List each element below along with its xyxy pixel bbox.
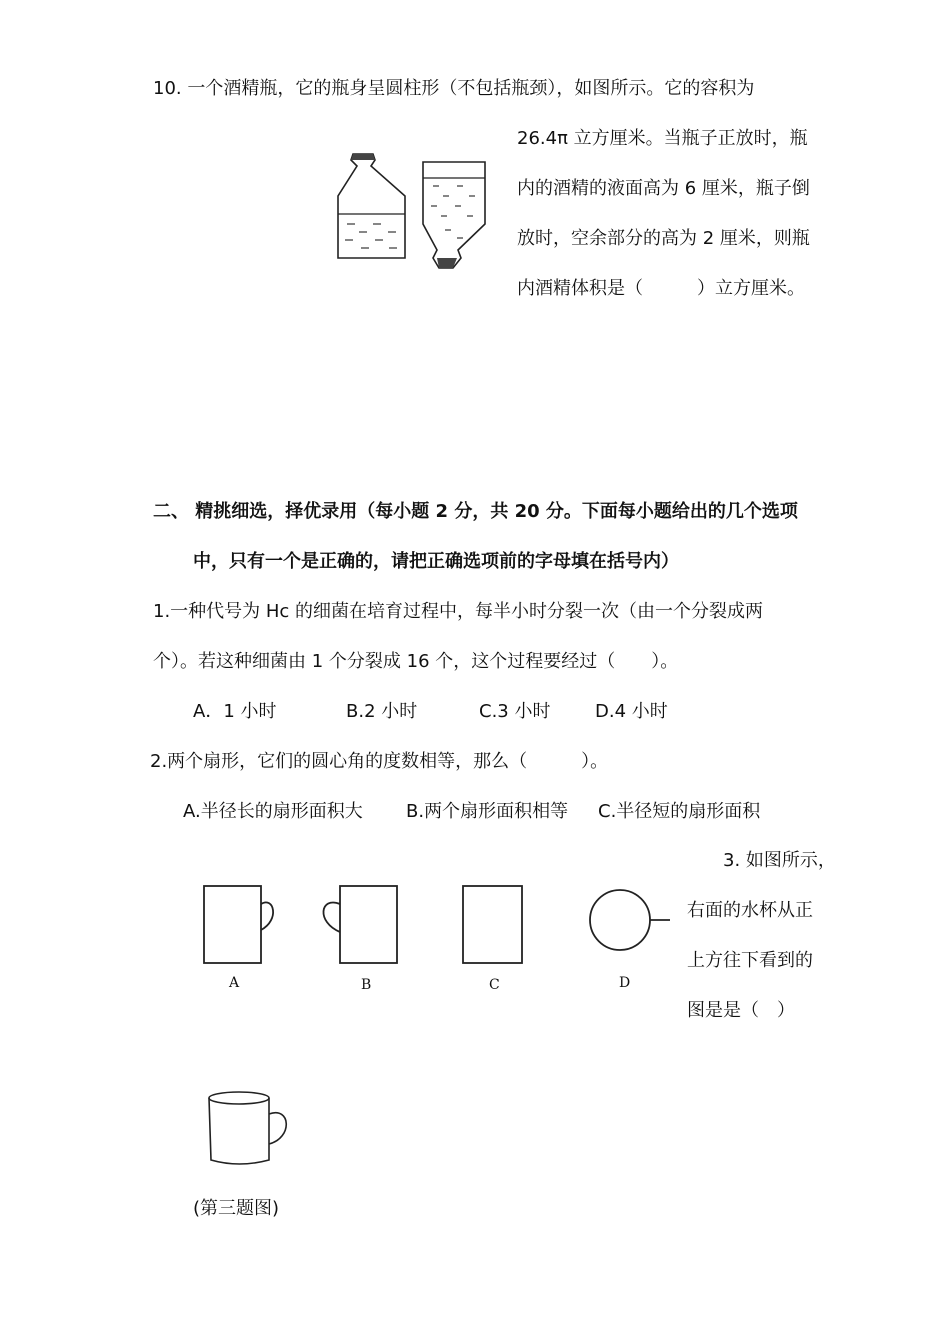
upright-bottle <box>338 154 405 258</box>
q2-option-a: A.半径长的扇形面积大 <box>183 801 363 822</box>
q10-line4: 放时，空余部分的高为 2 厘米，则瓶 <box>517 228 810 249</box>
figure-b <box>323 886 397 963</box>
q10-line3: 内的酒精的液面高为 6 厘米，瓶子倒 <box>517 178 810 199</box>
figure-c <box>463 886 522 963</box>
q3-line1: 3. 如图所示， <box>723 850 836 871</box>
figure-c-label: C <box>489 977 500 993</box>
q1-option-a: A．1 小时 <box>193 701 277 722</box>
q1-line1: 1.一种代号为 Hc 的细菌在培育过程中，每半小时分裂一次（由一个分裂成两 <box>153 601 764 622</box>
q1-option-d: D.4 小时 <box>595 701 668 722</box>
q1-line2: 个）。若这种细菌由 1 个分裂成 16 个，这个过程要经过（ ）。 <box>153 651 679 672</box>
section2-heading-line1: 二、 精挑细选，择优录用（每小题 2 分，共 20 分。下面每小题给出的几个选项 <box>153 501 798 522</box>
q10-line5: 内酒精体积是（ ）立方厘米。 <box>517 278 805 299</box>
q2-option-c: C.半径短的扇形面积 <box>598 801 761 822</box>
figure-d-label: D <box>619 975 631 991</box>
figure-a-label: A <box>229 975 240 991</box>
figure-a <box>204 886 273 963</box>
q3-line2: 右面的水杯从正 <box>687 900 813 921</box>
figure-b-label: B <box>361 977 372 993</box>
cup-figure <box>205 1088 305 1168</box>
figure-d <box>590 890 670 950</box>
q3-option-figures <box>200 882 680 972</box>
bottle-figure <box>333 150 493 275</box>
q1-option-c: C.3 小时 <box>479 701 551 722</box>
q10-line2: 26.4π 立方厘米。当瓶子正放时，瓶 <box>517 128 808 149</box>
q3-line3: 上方往下看到的 <box>687 950 813 971</box>
q3-figure-caption: (第三题图) <box>193 1198 280 1219</box>
q1-option-b: B.2 小时 <box>346 701 418 722</box>
section2-heading-line2: 中，只有一个是正确的，请把正确选项前的字母填在括号内） <box>193 551 679 572</box>
q2-option-b: B.两个扇形面积相等 <box>406 801 569 822</box>
q2-stem: 2.两个扇形，它们的圆心角的度数相等，那么（ ）。 <box>150 751 609 772</box>
q10-line1: 10. 一个酒精瓶，它的瓶身呈圆柱形（不包括瓶颈），如图所示。它的容积为 <box>153 78 755 99</box>
q3-line4: 图是是（ ） <box>687 1000 795 1021</box>
inverted-bottle <box>423 162 485 268</box>
